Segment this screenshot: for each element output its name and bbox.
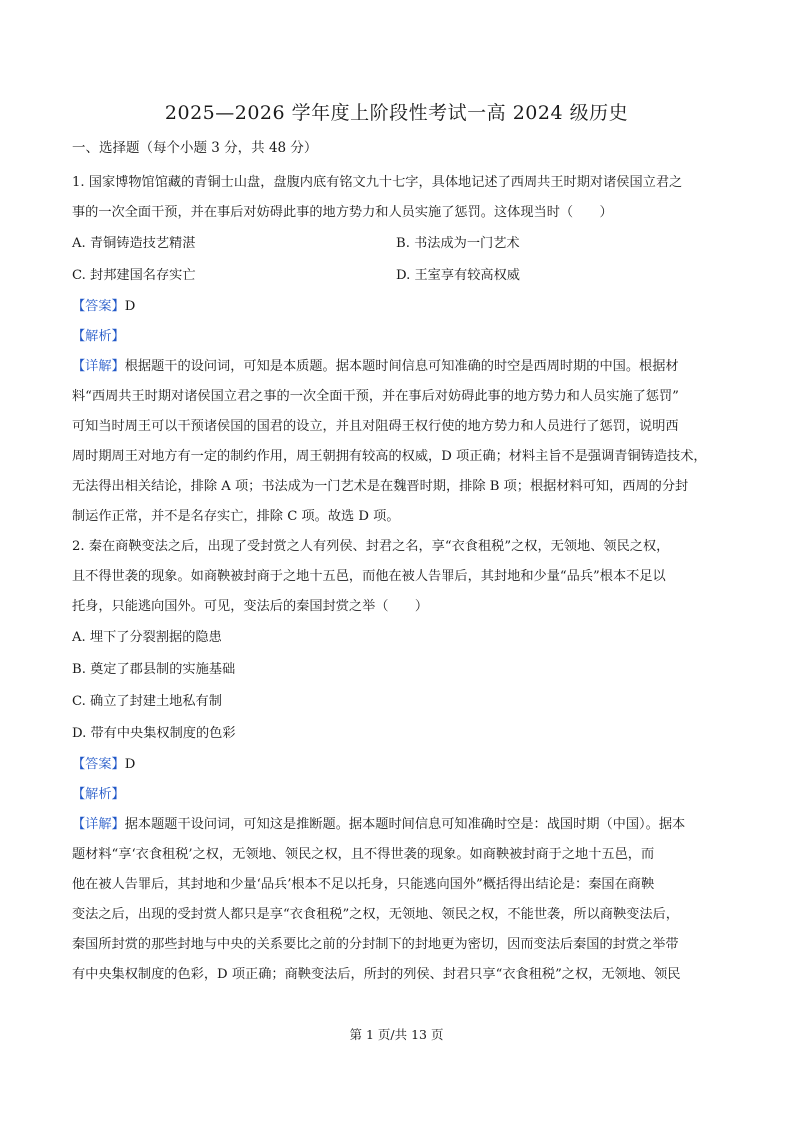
options-row xyxy=(72,260,728,292)
option-b: B. 书法成为一门艺术 xyxy=(396,236,520,251)
analysis-line xyxy=(72,322,728,352)
answer-tag: 【答案】 xyxy=(72,757,125,772)
answer-tag: 【答案】 xyxy=(72,299,125,314)
detail-line xyxy=(72,352,728,382)
question-stem-line: 事的一次全面干预，并在事后对妨碍此事的地方势力和人员实施了惩罚。这体现当时（ ） xyxy=(72,205,613,220)
question-1 xyxy=(72,168,728,532)
option-d: D. 王室享有较高权威 xyxy=(396,268,520,283)
option-a: A. 青铜铸造技艺精湛 xyxy=(72,236,196,251)
detail-line: 无法得出相关结论，排除 A 项；书法成为一门艺术是在魏晋时期，排除 B 项；根据材料可知，西周的分封 xyxy=(72,479,689,494)
detail-line: 周时期周王对地方有一定的制约作用，周王朝拥有较高的权威，D 项正确；材料主旨不是强调青铜铸造技术， xyxy=(72,449,707,464)
analysis-tag: 【解析】 xyxy=(72,787,125,802)
detail-tag: 【详解】 xyxy=(72,359,125,374)
analysis-line xyxy=(72,780,728,810)
questions-content xyxy=(72,168,728,990)
options-row xyxy=(72,228,728,260)
option-b: B. 奠定了郡县制的实施基础 xyxy=(72,662,236,677)
detail-text: 据本题题干设问词，可知这是推断题。据本题时间信息可知准确时空是：战国时期（中国）。据本 xyxy=(124,817,686,832)
detail-line: 制运作正常，并不是名存实亡，排除 C 项。故选 D 项。 xyxy=(72,509,400,524)
analysis-tag: 【解析】 xyxy=(72,329,125,344)
question-stem-line: 且不得世袭的现象。如商鞅被封商于之地十五邑，而他在被人告罪后，其封地和少量“品兵”根本不足以 xyxy=(72,569,666,584)
section-heading: 一、选择题（每个小题 3 分，共 48 分） xyxy=(72,140,318,156)
question-2 xyxy=(72,532,728,990)
detail-line: 可知当时周王可以干预诸侯国的国君的设立，并且对阻碍王权行使的地方势力和人员进行了惩罚，说明西 xyxy=(72,419,679,434)
detail-line: 有中央集权制度的色彩，D 项正确；商鞅变法后，所封的列侯、封君只享“衣食租税”之权，无领地、领民 xyxy=(72,967,681,982)
detail-line: 变法之后，出现的受封赏人都只是享“衣食租税”之权，无领地、领民之权，不能世袭，所以商鞅变法后， xyxy=(72,907,679,922)
detail-line: 料“西周共王时期对诸侯国立君之事的一次全面干预，并在事后对妨碍此事的地方势力和人员实施了惩罚” xyxy=(72,389,679,404)
answer-line xyxy=(72,750,728,780)
detail-line: 题材料“享‘衣食租税’之权，无领地、领民之权，且不得世袭的现象。如商鞅被封商于之地十五邑，而 xyxy=(72,847,655,862)
detail-line: 他在被人告罪后，其封地和少量‘品兵’根本不足以托身，只能逃向国外”概括得出结论是：秦国在商鞅 xyxy=(72,877,655,892)
option-d: D. 带有中央集权制度的色彩 xyxy=(72,726,236,741)
detail-text: 根据题干的设问词，可知是本质题。据本题时间信息可知准确的时空是西周时期的中国。根据材 xyxy=(124,359,679,374)
option-c: C. 确立了封建土地私有制 xyxy=(72,694,222,709)
detail-line xyxy=(72,810,728,840)
page-footer: 第 1 页/共 13 页 xyxy=(349,1027,444,1042)
question-stem-line: 2. 秦在商鞅变法之后，出现了受封赏之人有列侯、封君之名，享“衣食租税”之权，无领地、领民之权， xyxy=(72,539,670,554)
answer-value: D xyxy=(124,757,136,772)
option-c: C. 封邦建国名存实亡 xyxy=(72,268,196,283)
answer-value: D xyxy=(124,299,136,314)
question-stem-line: 1. 国家博物馆馆藏的青铜士山盘，盘腹内底有铭文九十七字，具体地记述了西周共王时期对诸侯国立君之 xyxy=(72,175,683,190)
option-a: A. 埋下了分裂割据的隐患 xyxy=(72,630,222,645)
detail-line: 秦国所封赏的那些封地与中央的关系要比之前的分封制下的封地更为密切，因而变法后秦国的封赏之举带 xyxy=(72,937,679,952)
question-stem-line: 托身，只能逃向国外。可见，变法后的秦国封赏之举（ ） xyxy=(72,599,429,614)
answer-line xyxy=(72,292,728,322)
page-title: 2025—2026 学年度上阶段性考试一高 2024 级历史 xyxy=(164,102,629,124)
detail-tag: 【详解】 xyxy=(72,817,125,832)
